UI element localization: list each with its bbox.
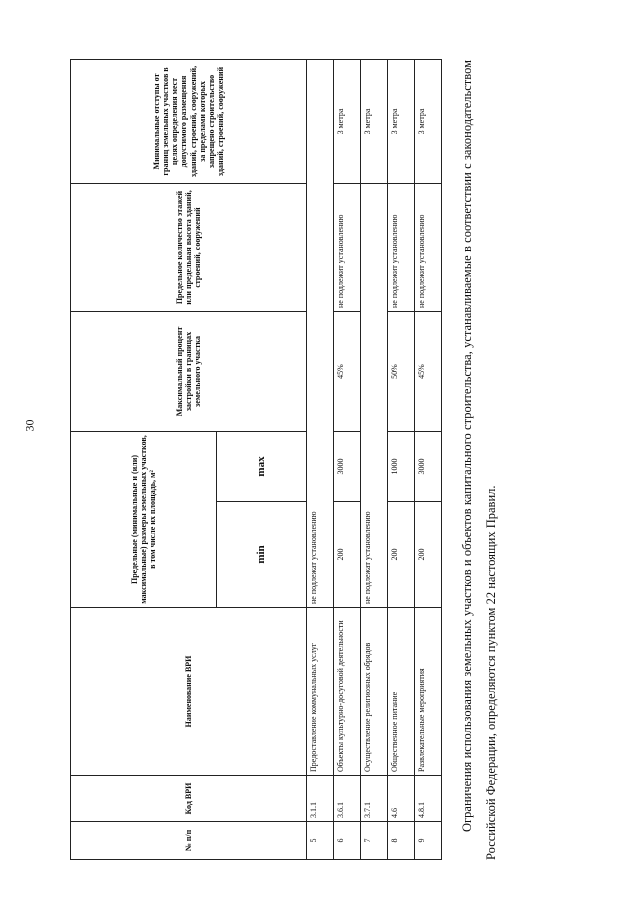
cell-code: 4.6: [388, 776, 415, 822]
header-name: Наименование ВРИ: [71, 608, 307, 776]
cell-indent: 3 метра: [415, 60, 442, 184]
cell-name: Объекты культурно-досуговой деятельности: [334, 608, 361, 776]
header-num: № п/п: [71, 822, 307, 860]
cell-name: Развлекательные мероприятия: [415, 608, 442, 776]
header-indent: Минимальные отступы от границ земельных участков в целях определения мест допустимого размещения зданий, строений, сооружений, за пределами которых запрещено строительство зданий, строений, сооружений: [71, 60, 307, 184]
cell-indent: 3 метра: [361, 60, 388, 184]
header-percent: Максимальный процент застройки в границах земельного участка: [71, 312, 307, 432]
cell-num: 8: [388, 822, 415, 860]
rotated-content: [70, 60, 516, 860]
rules-table: [70, 59, 442, 860]
table-row: [307, 60, 334, 860]
table-row: [415, 60, 442, 860]
cell-code: 3.7.1: [361, 776, 388, 822]
header-code: Код ВРИ: [71, 776, 307, 822]
header-max: max: [217, 432, 307, 502]
cell-code: 3.6.1: [334, 776, 361, 822]
cell-name: Осуществление религиозных обрядов: [361, 608, 388, 776]
cell-percent: 45%: [415, 312, 442, 432]
cell-min: 200: [388, 502, 415, 608]
cell-indent: 3 метра: [388, 60, 415, 184]
cell-code: 4.8.1: [415, 776, 442, 822]
cell-name: Предоставление коммунальных услуг: [307, 608, 334, 776]
cell-indent: 3 метра: [334, 60, 361, 184]
cell-floors: не подлежит установлению: [388, 184, 415, 312]
cell-min: 200: [415, 502, 442, 608]
cell-percent: 50%: [388, 312, 415, 432]
cell-num: 9: [415, 822, 442, 860]
cell-percent: 45%: [334, 312, 361, 432]
table-row: [361, 60, 388, 860]
cell-max: 3000: [415, 432, 442, 502]
table-row: [388, 60, 415, 860]
cell-code: 3.1.1: [307, 776, 334, 822]
cell-min: 200: [334, 502, 361, 608]
cell-max: 1000: [388, 432, 415, 502]
cell-num: 7: [361, 822, 388, 860]
cell-merged-not-applicable: не подлежат установлению: [307, 60, 334, 608]
cell-merged-not-applicable: не подлежат установлению: [361, 184, 388, 608]
header-min: min: [217, 502, 307, 608]
cell-name: Общественное питание: [388, 608, 415, 776]
cell-num: 5: [307, 822, 334, 860]
header-floors: Предельное количество этажей или предельная высота зданий, строений, сооружений: [71, 184, 307, 312]
cell-num: 6: [334, 822, 361, 860]
table-row: [334, 60, 361, 860]
restrictions-paragraph: Ограничения использования земельных участков и объектов капитального строительства, устанавливаемые в соответствии с законодательством Российской Федерации, определяются пунктом 22 настоящих Правил.: [460, 60, 498, 860]
cell-floors: не подлежит установлению: [334, 184, 361, 312]
cell-max: 3000: [334, 432, 361, 502]
header-size-group: Предельные (минимальные и (или) максимальные) размеры земельных участков, в том числе их площадь, м²: [71, 432, 217, 608]
cell-floors: не подлежит установлению: [415, 184, 442, 312]
page-number: 30: [22, 419, 37, 432]
